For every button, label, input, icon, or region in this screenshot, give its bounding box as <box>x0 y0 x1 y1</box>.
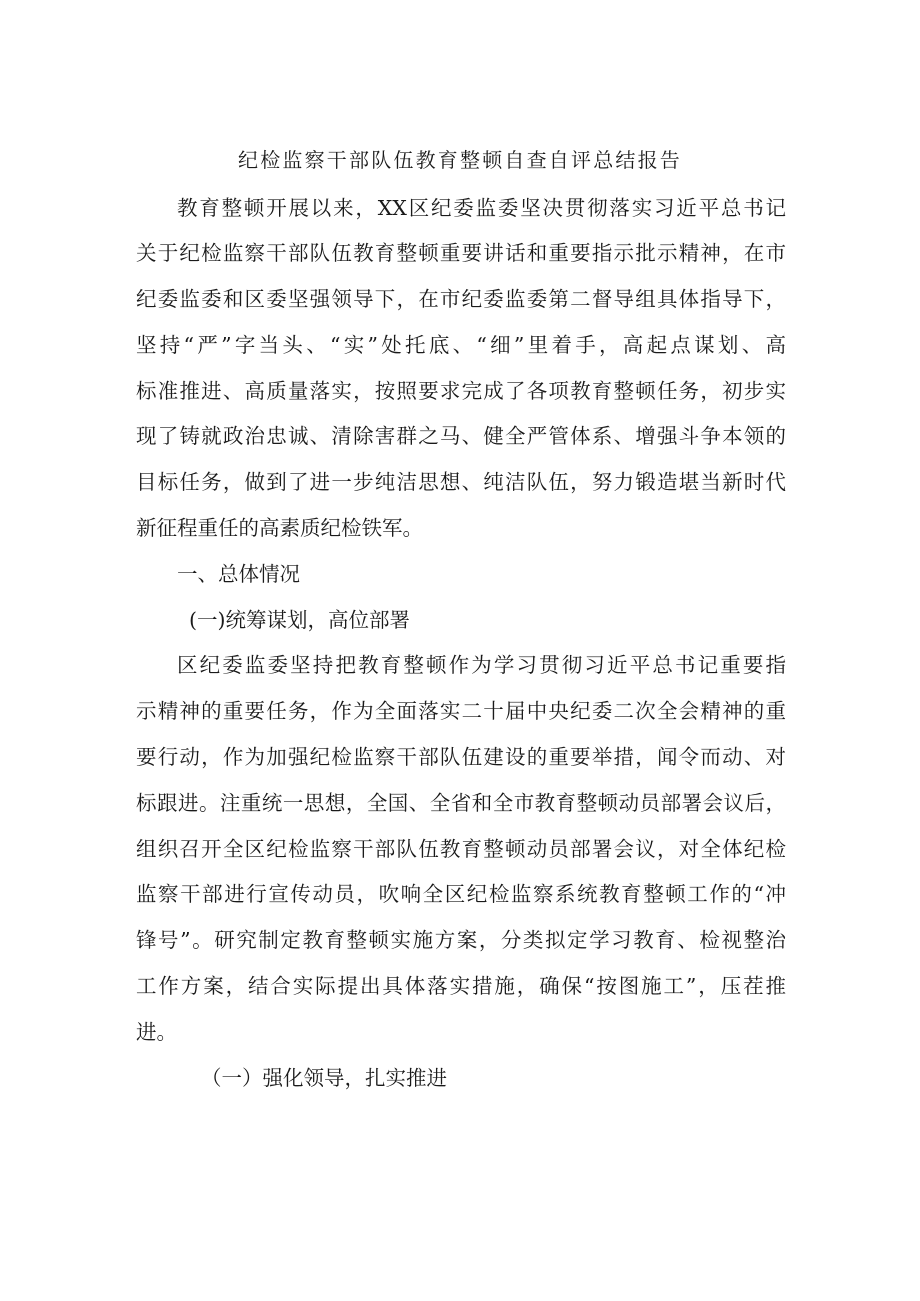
intro-line-7: 目标任务，做到了进一步纯洁思想、纯洁队伍，努力锻造堪当新时代 <box>136 470 786 494</box>
planning-line-8: 工作方案，结合实际提出具体落实措施，确保“按图施工”，压茬推 <box>136 974 786 998</box>
intro-line-3: 纪委监委和区委坚强领导下，在市纪委监委第二督导组具体指导下， <box>136 287 786 311</box>
intro-line-4: 坚持“严”字当头、“实”处托底、“细”里着手，高起点谋划、高 <box>136 333 786 357</box>
planning-line-3: 要行动，作为加强纪检监察干部队伍建设的重要举措，闻令而动、对 <box>136 745 786 769</box>
intro-line-1: 教育整顿开展以来，XX区纪委监委坚决贯彻落实习近平总书记 <box>177 196 786 220</box>
intro-line-2: 关于纪检监察干部队伍教育整顿重要讲话和重要指示批示精神，在市 <box>136 241 786 265</box>
intro-line-6: 现了铸就政治忠诚、清除害群之马、健全严管体系、增强斗争本领的 <box>136 424 786 448</box>
planning-line-7: 锋号”。研究制定教育整顿实施方案，分类拟定学习教育、检视整治 <box>136 928 786 952</box>
document-title: 纪检监察干部队伍教育整顿自查自评总结报告 <box>238 148 682 172</box>
planning-line-4: 标跟进。注重统一思想，全国、全省和全市教育整顿动员部署会议后， <box>136 791 786 815</box>
planning-line-5: 组织召开全区纪检监察干部队伍教育整顿动员部署会议，对全体纪检 <box>136 837 786 861</box>
intro-line-5: 标准推进、高质量落实，按照要求完成了各项教育整顿任务，初步实 <box>136 379 786 403</box>
section-heading-overall: 一、总体情况 <box>177 562 300 586</box>
subsection-heading-leadership: （一）强化领导，扎实推进 <box>201 1066 447 1090</box>
intro-line-8: 新征程重任的高素质纪检铁军。 <box>136 516 423 540</box>
planning-line-6: 监察干部进行宣传动员，吹响全区纪检监察系统教育整顿工作的“冲 <box>136 882 786 906</box>
planning-line-1: 区纪委监委坚持把教育整顿作为学习贯彻习近平总书记重要指 <box>177 653 786 677</box>
planning-line-2: 示精神的重要任务，作为全面落实二十届中央纪委二次全会精神的重 <box>136 699 786 723</box>
subsection-heading-planning: (一)统筹谋划，高位部署 <box>189 608 410 632</box>
planning-line-9: 进。 <box>136 1020 177 1044</box>
